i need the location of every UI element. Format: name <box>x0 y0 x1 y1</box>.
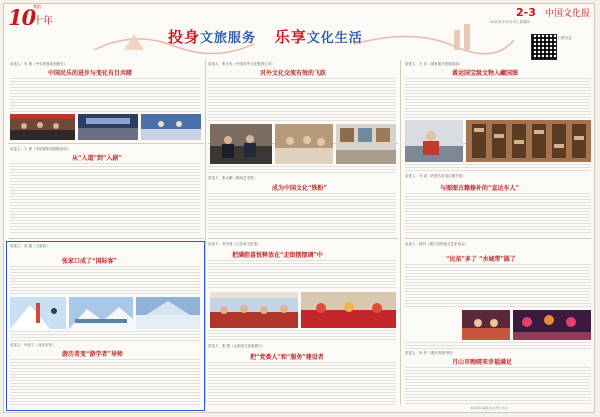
article-body <box>208 166 396 174</box>
photo-library-reader <box>405 120 463 162</box>
article-headline: 与图图古籍修补的“直达车人” <box>440 185 519 192</box>
row-rule <box>208 238 398 239</box>
article-tagline: 讲述人：张宇光（中国对外文化集团公司） <box>208 62 275 66</box>
article-tagline: 讲述人：高 翔（文旅局） <box>10 244 50 248</box>
qr-code-icon <box>531 34 557 60</box>
banner-part1: 投身 <box>168 28 201 46</box>
article-tagline: 讲述人：王 婷（中国国家话剧院演员） <box>10 147 71 151</box>
logo-text: 十年 <box>33 16 53 27</box>
article-headline: 从“入道”到“入剧” <box>72 155 122 162</box>
logo-number: 10 <box>8 5 36 30</box>
photo-orchestra <box>10 114 75 140</box>
article-tagline: 讲述人：马 炎（内蒙古自治区图书馆） <box>405 174 466 178</box>
photo-concert <box>78 114 138 140</box>
row-rule <box>8 238 204 239</box>
article-body <box>208 362 396 406</box>
article-body <box>10 331 200 341</box>
row-rule <box>8 143 204 144</box>
banner-part2: 文旅服务 <box>200 31 257 46</box>
article-tagline: 讲述人：张 晨（云南省文化旅游厅） <box>208 344 266 348</box>
article-body <box>405 78 591 118</box>
column-rule <box>205 60 206 405</box>
article-tagline: 讲述人：林丹（浙江省民间文艺家协会） <box>405 242 468 246</box>
article-headline: 张家口成了“国际客” <box>62 258 117 265</box>
article-headline: 中国民乐的进步与变化有目共睹 <box>48 70 133 77</box>
article-headline: 对外文化交流有效的飞跃 <box>260 70 327 77</box>
article-body <box>208 260 396 290</box>
photo-ice-venue <box>136 297 200 329</box>
article-body <box>10 266 200 296</box>
article-body <box>405 164 591 172</box>
page-number: 2-3 <box>516 6 536 19</box>
photo-archive-shelves <box>466 120 591 162</box>
article-tagline: 讲述人：刘小燕（江苏省文化馆） <box>208 242 261 246</box>
masthead: 中国文化报 <box>545 9 591 19</box>
article-headline: 番运国宝级文物入藏国图 <box>452 70 519 77</box>
photo-stage <box>141 114 201 140</box>
article-headline: 把“党委人”和“服务”建设者 <box>250 354 324 361</box>
qr-caption: 扫码关注 <box>558 36 572 40</box>
article-body <box>208 78 396 122</box>
page-banner <box>168 26 363 47</box>
article-tagline: 讲述人：叶 莎（重庆市图书馆） <box>405 351 456 355</box>
article-headline: 月山市晚晴来幸福满足 <box>452 359 513 366</box>
article-body <box>208 330 396 342</box>
photo-ski-jump <box>10 297 66 329</box>
article-headline: “民星”多了 “水城带”圆了 <box>446 256 516 263</box>
photo-exhibition <box>336 124 396 164</box>
article-body <box>405 367 591 405</box>
article-body <box>10 359 200 407</box>
article-body <box>10 78 200 112</box>
photo-meeting <box>210 124 272 164</box>
photo-lantern-night <box>513 310 591 340</box>
article-body <box>405 342 591 350</box>
photo-festival-crowd <box>210 292 298 328</box>
article-headline: 成为中国文化“铁粉” <box>272 185 327 192</box>
article-headline: 把满腔喜悦释放在“走街摆摆调”中 <box>232 252 323 259</box>
article-body <box>405 264 591 308</box>
photo-village-show <box>462 310 510 340</box>
dateline: 2022年10月13日 星期四 <box>490 20 530 24</box>
banner-part3: 乐享 <box>274 28 307 46</box>
column-rule <box>400 60 401 405</box>
article-body <box>10 163 200 235</box>
article-body <box>405 193 591 235</box>
banner-part4: 文化生活 <box>306 31 363 46</box>
article-tagline: 讲述人：张大鹏（陕西艺术馆） <box>208 176 257 180</box>
photo-snow-resort <box>69 297 133 329</box>
article-headline: 游历者变“游学者”导师 <box>62 351 123 358</box>
photo-workshop <box>275 124 333 164</box>
article-tagline: 讲述人：王 乐（国家图书馆展览部） <box>405 62 463 66</box>
logo-small-text: 我的 <box>33 4 41 9</box>
row-rule <box>404 238 592 239</box>
article-body <box>208 193 396 235</box>
page-footer: 本版责任编辑 版式设计 校对 <box>470 406 508 410</box>
photo-parade <box>301 292 396 328</box>
article-tagline: 讲述人：朱 林（中央民族乐团团长） <box>10 62 68 66</box>
article-tagline: 讲述人：叶佳宁（北京市民） <box>10 343 56 347</box>
